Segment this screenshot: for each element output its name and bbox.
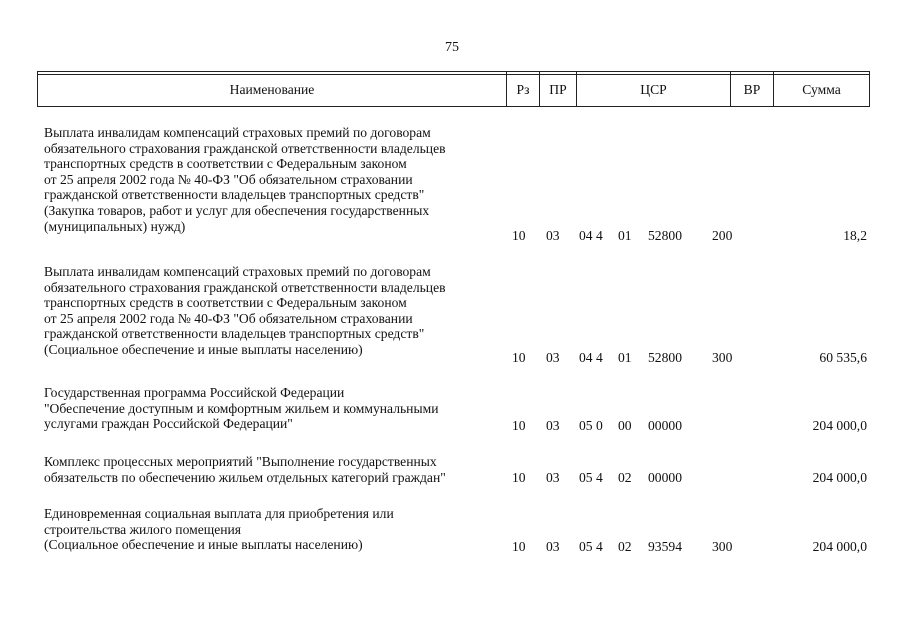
row-csr-subprogram: 00: [618, 418, 632, 433]
row-csr-direction: 52800: [648, 228, 682, 243]
row-rz: 10: [512, 228, 526, 243]
row-sum: 204 000,0: [812, 418, 867, 433]
row-sum: 60 535,6: [819, 350, 867, 365]
table-header: [37, 71, 870, 107]
row-csr-program: 04 4: [579, 350, 603, 365]
row-sum: 204 000,0: [812, 470, 867, 485]
row-name: Выплата инвалидам компенсаций страховых премий по договорам обязательного страхования гражданской ответственности владельцев транспортных средств в соответствии с Федеральным законом от 25 апреля 2002 года № 40-ФЗ "Об обязательном страховании гражданской ответственности владельцев транспортных средств" (Социальное обеспечение и иные выплаты населению): [44, 264, 446, 357]
page-number: 75: [445, 40, 459, 55]
row-csr-subprogram: 01: [618, 228, 632, 243]
row-name: Комплекс процессных мероприятий "Выполнение государственных обязательств по обеспечению жильем отдельных категорий граждан": [44, 454, 446, 485]
row-pr: 03: [546, 418, 560, 433]
row-csr-direction: 00000: [648, 470, 682, 485]
row-name: Государственная программа Российской Федерации "Обеспечение доступным и комфортным жильем и коммунальными услугами граждан Российской Федерации": [44, 385, 439, 432]
column-header-name: Наименование: [38, 72, 507, 106]
row-csr-subprogram: 01: [618, 350, 632, 365]
row-rz: 10: [512, 418, 526, 433]
row-csr-direction: 00000: [648, 418, 682, 433]
row-csr-program: 05 4: [579, 539, 603, 554]
row-csr-program: 05 0: [579, 418, 603, 433]
row-csr-direction: 93594: [648, 539, 682, 554]
row-pr: 03: [546, 350, 560, 365]
row-csr-direction: 52800: [648, 350, 682, 365]
row-vr: 300: [712, 350, 733, 365]
column-header-pr: ПР: [540, 72, 577, 106]
row-sum: 204 000,0: [812, 539, 867, 554]
row-csr-program: 04 4: [579, 228, 603, 243]
column-header-sum: Сумма: [802, 82, 841, 97]
row-name: Единовременная социальная выплата для приобретения или строительства жилого помещения (Социальное обеспечение и иные выплаты населению): [44, 506, 394, 553]
row-pr: 03: [546, 539, 560, 554]
row-pr: 03: [546, 228, 560, 243]
row-vr: 300: [712, 539, 733, 554]
row-rz: 10: [512, 350, 526, 365]
row-csr-subprogram: 02: [618, 470, 632, 485]
row-vr: 200: [712, 228, 733, 243]
row-name: Выплата инвалидам компенсаций страховых премий по договорам обязательного страхования гражданской ответственности владельцев транспортных средств в соответствии с Федеральным законом от 25 апреля 2002 года № 40-ФЗ "Об обязательном страховании гражданской ответственности владельцев транспортных средств" (Закупка товаров, работ и услуг для обеспечения государственных (муниципальных) нужд): [44, 125, 446, 234]
row-csr-program: 05 4: [579, 470, 603, 485]
row-rz: 10: [512, 539, 526, 554]
column-header-csr: ЦСР: [577, 72, 731, 106]
row-csr-subprogram: 02: [618, 539, 632, 554]
column-header-rz: Рз: [507, 72, 540, 106]
row-pr: 03: [546, 470, 560, 485]
row-sum: 18,2: [843, 228, 867, 243]
row-rz: 10: [512, 470, 526, 485]
column-header-vr: ВР: [731, 72, 774, 106]
